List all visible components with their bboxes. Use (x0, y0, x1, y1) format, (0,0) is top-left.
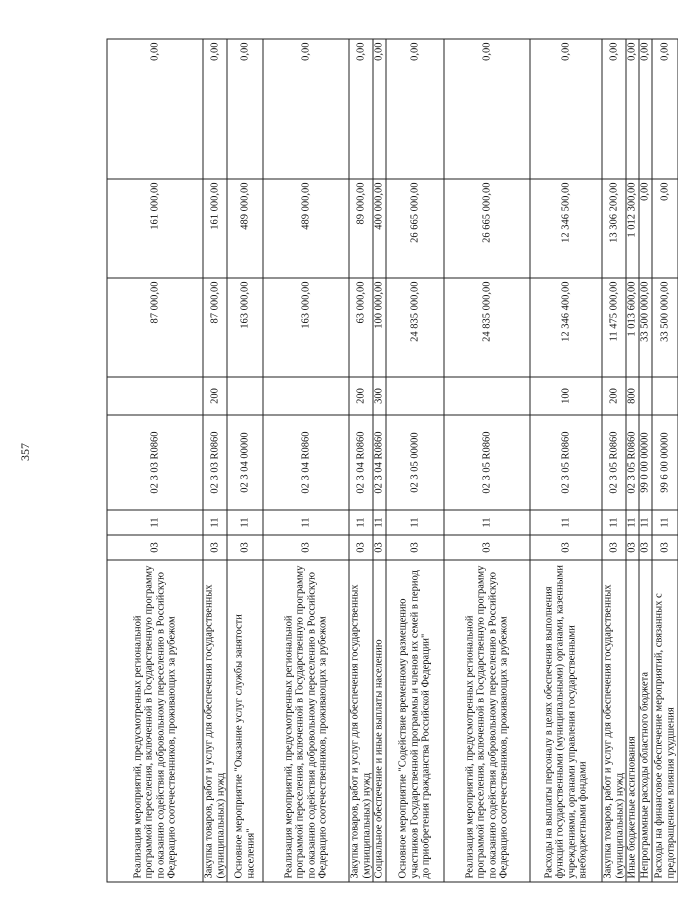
expense-type-cell: 800 (626, 377, 639, 415)
amount-year2-cell: 400 000,00 (373, 179, 386, 278)
amount-year2-cell: 13 306 200,00 (602, 179, 626, 278)
table-row (107, 39, 203, 882)
target-article-cell: 02 3 04 R0860 (263, 415, 349, 510)
subsection-code-cell: 11 (602, 510, 626, 535)
amount-year2-cell: 12 346 500,00 (530, 179, 602, 278)
subsection-code-cell: 11 (227, 510, 263, 535)
table-row (444, 39, 530, 882)
page-number: 357 (18, 443, 32, 461)
amount-year1-cell: 24 835 000,00 (444, 278, 530, 377)
section-code-cell: 03 (652, 535, 678, 560)
amount-year3-cell: 0,00 (386, 39, 444, 179)
expense-type-cell: 200 (203, 377, 227, 415)
amount-year2-cell: 0,00 (639, 179, 652, 278)
subsection-code-cell: 11 (107, 510, 203, 535)
amount-year3-cell: 0,00 (227, 39, 263, 179)
amount-year1-cell: 87 000,00 (203, 278, 227, 377)
amount-year1-cell: 24 835 000,00 (386, 278, 444, 377)
row-name-cell: Закупка товаров, работ и услуг для обеспечения государственных (муниципальных) нужд (203, 560, 227, 882)
subsection-code-cell: 11 (349, 510, 373, 535)
row-name-cell: Социальное обеспечение и иные выплаты населению (373, 560, 386, 882)
section-code-cell: 03 (263, 535, 349, 560)
amount-year2-cell: 26 665 000,00 (386, 179, 444, 278)
target-article-cell: 02 3 05 R0860 (626, 415, 639, 510)
section-code-cell: 03 (227, 535, 263, 560)
amount-year2-cell: 161 000,00 (203, 179, 227, 278)
subsection-code-cell: 11 (626, 510, 639, 535)
subsection-code-cell: 11 (639, 510, 652, 535)
expense-type-cell: 200 (349, 377, 373, 415)
table-row (373, 39, 386, 882)
expense-type-cell (227, 377, 263, 415)
row-name-cell: Иные бюджетные ассигнования (626, 560, 639, 882)
table-body (107, 39, 678, 882)
amount-year2-cell: 89 000,00 (349, 179, 373, 278)
target-article-cell: 02 3 05 R0860 (444, 415, 530, 510)
expense-type-cell: 300 (373, 377, 386, 415)
row-name-cell: Расходы на выплаты персоналу в целях обеспечения выполнения функций государственными (муниципальными) органами, казенными учреждениями, органами управления государственными внебюджетными фондами (530, 560, 602, 882)
row-name-cell: Реализация мероприятий, предусмотренных региональной программой переселения, включенной в Государственную программу по оказанию содействия добровольному переселению в Российскую Федерацию соотечественников, проживающих за рубежом (107, 560, 203, 882)
amount-year2-cell: 489 000,00 (263, 179, 349, 278)
section-code-cell: 03 (626, 535, 639, 560)
target-article-cell: 99 6 00 00000 (652, 415, 678, 510)
subsection-code-cell: 11 (444, 510, 530, 535)
amount-year1-cell: 33 500 000,00 (639, 278, 652, 377)
amount-year3-cell: 0,00 (444, 39, 530, 179)
amount-year3-cell: 0,00 (107, 39, 203, 179)
section-code-cell: 03 (373, 535, 386, 560)
section-code-cell: 03 (639, 535, 652, 560)
amount-year1-cell: 1 013 600,00 (626, 278, 639, 377)
expense-type-cell: 100 (530, 377, 602, 415)
row-name-cell: Основное мероприятие "Оказание услуг службы занятости населения" (227, 560, 263, 882)
amount-year3-cell: 0,00 (626, 39, 639, 179)
table-row (263, 39, 349, 882)
table-row (530, 39, 602, 882)
amount-year1-cell: 163 000,00 (227, 278, 263, 377)
section-code-cell: 03 (107, 535, 203, 560)
amount-year2-cell: 161 000,00 (107, 179, 203, 278)
target-article-cell: 02 3 04 00000 (227, 415, 263, 510)
subsection-code-cell: 11 (652, 510, 678, 535)
table-row (602, 39, 626, 882)
target-article-cell: 02 3 05 R0860 (530, 415, 602, 510)
expense-type-cell (107, 377, 203, 415)
amount-year1-cell: 87 000,00 (107, 278, 203, 377)
expense-type-cell (386, 377, 444, 415)
table-row (227, 39, 263, 882)
amount-year2-cell: 1 012 300,00 (626, 179, 639, 278)
row-name-cell: Закупка товаров, работ и услуг для обеспечения государственных (муниципальных) нужд (602, 560, 626, 882)
amount-year3-cell: 0,00 (639, 39, 652, 179)
amount-year1-cell: 12 346 400,00 (530, 278, 602, 377)
target-article-cell: 02 3 05 R0860 (602, 415, 626, 510)
expense-type-cell (444, 377, 530, 415)
subsection-code-cell: 11 (530, 510, 602, 535)
table-row (203, 39, 227, 882)
row-name-cell: Непрограммные расходы областного бюджета (639, 560, 652, 882)
amount-year3-cell: 0,00 (530, 39, 602, 179)
amount-year3-cell: 0,00 (203, 39, 227, 179)
target-article-cell: 02 3 03 R0860 (203, 415, 227, 510)
table-row (349, 39, 373, 882)
row-name-cell: Закупка товаров, работ и услуг для обеспечения государственных (муниципальных) нужд (349, 560, 373, 882)
table-row (639, 39, 652, 882)
section-code-cell: 03 (386, 535, 444, 560)
amount-year1-cell: 33 500 000,00 (652, 278, 678, 377)
section-code-cell: 03 (444, 535, 530, 560)
expense-type-cell (639, 377, 652, 415)
row-name-cell: Реализация мероприятий, предусмотренных региональной программой переселения, включенной в Государственную программу по оказанию содействия добровольному переселению в Российскую Федерацию соотечественников, проживающих за рубежом (263, 560, 349, 882)
amount-year3-cell: 0,00 (373, 39, 386, 179)
expense-type-cell (652, 377, 678, 415)
amount-year3-cell: 0,00 (349, 39, 373, 179)
amount-year1-cell: 100 000,00 (373, 278, 386, 377)
amount-year2-cell: 489 000,00 (227, 179, 263, 278)
amount-year1-cell: 63 000,00 (349, 278, 373, 377)
amount-year3-cell: 0,00 (602, 39, 626, 179)
table-row (626, 39, 639, 882)
budget-table (106, 39, 678, 883)
subsection-code-cell: 11 (373, 510, 386, 535)
target-article-cell: 02 3 04 R0860 (373, 415, 386, 510)
budget-table-rotated (106, 40, 676, 883)
target-article-cell: 02 3 05 00000 (386, 415, 444, 510)
table-row (386, 39, 444, 882)
subsection-code-cell: 11 (386, 510, 444, 535)
amount-year1-cell: 163 000,00 (263, 278, 349, 377)
row-name-cell: Реализация мероприятий, предусмотренных региональной программой переселения, включенной в Государственную программу по оказанию содействия добровольному переселению в Российскую Федерацию соотечественников, проживающих за рубежом (444, 560, 530, 882)
target-article-cell: 99 0 00 00000 (639, 415, 652, 510)
expense-type-cell (263, 377, 349, 415)
amount-year1-cell: 11 475 000,00 (602, 278, 626, 377)
amount-year3-cell: 0,00 (263, 39, 349, 179)
row-name-cell: Основное мероприятие "Содействие временному размещению участников Государственной программы и членов их семей в период до приобретения гражданства Российской Федерации" (386, 560, 444, 882)
subsection-code-cell: 11 (203, 510, 227, 535)
amount-year2-cell: 26 665 000,00 (444, 179, 530, 278)
section-code-cell: 03 (530, 535, 602, 560)
section-code-cell: 03 (203, 535, 227, 560)
amount-year2-cell: 0,00 (652, 179, 678, 278)
subsection-code-cell: 11 (263, 510, 349, 535)
row-name-cell: Расходы на финансовое обеспечение мероприятий, связанных с предотвращением влияния ухудшения (652, 560, 678, 882)
expense-type-cell: 200 (602, 377, 626, 415)
section-code-cell: 03 (602, 535, 626, 560)
table-row (652, 39, 678, 882)
amount-year3-cell: 0,00 (652, 39, 678, 179)
target-article-cell: 02 3 04 R0860 (349, 415, 373, 510)
target-article-cell: 02 3 03 R0860 (107, 415, 203, 510)
section-code-cell: 03 (349, 535, 373, 560)
